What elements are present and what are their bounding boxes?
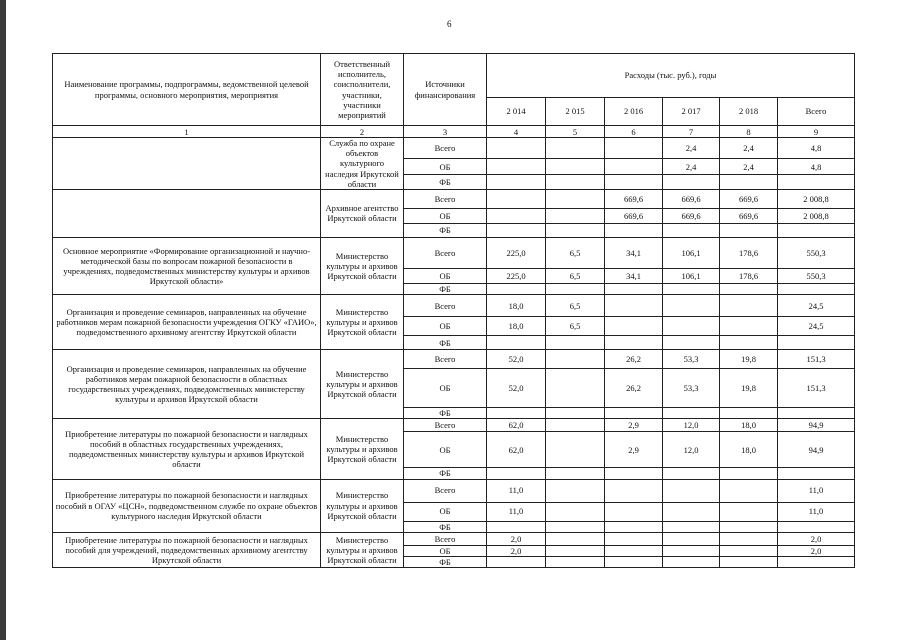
executor-cell: Архивное агентство Иркутской области xyxy=(321,189,404,237)
program-name-cell: Основное мероприятие «Формирование организационной и научно-методической базы по вопросам пожарной безопасности в учреждениях, подведомственных министерству культуры и архивов Иркутской области» xyxy=(53,237,321,294)
amount-cell xyxy=(720,175,778,190)
amount-cell xyxy=(546,159,605,175)
amount-cell: 18,0 xyxy=(720,432,778,468)
funding-source-cell: ОБ xyxy=(404,317,487,336)
funding-source-cell: ФБ xyxy=(404,408,487,419)
amount-cell: 669,6 xyxy=(720,208,778,223)
amount-cell xyxy=(605,138,663,159)
funding-source-cell: ОБ xyxy=(404,369,487,408)
amount-cell xyxy=(546,408,605,419)
amount-cell xyxy=(546,545,605,556)
amount-cell xyxy=(605,159,663,175)
amount-cell xyxy=(546,532,605,545)
funding-source-cell: Всего xyxy=(404,419,487,432)
amount-cell xyxy=(605,479,663,502)
amount-cell xyxy=(605,283,663,294)
header-year: 2 018 xyxy=(720,98,778,126)
amount-cell xyxy=(720,545,778,556)
amount-cell xyxy=(487,138,546,159)
amount-cell xyxy=(487,175,546,190)
funding-source-cell: ОБ xyxy=(404,159,487,175)
amount-cell: 550,3 xyxy=(778,268,855,283)
amount-cell: 2,0 xyxy=(778,532,855,545)
funding-source-cell: ФБ xyxy=(404,283,487,294)
amount-cell xyxy=(487,189,546,208)
table-row xyxy=(53,532,855,545)
amount-cell: 24,5 xyxy=(778,317,855,336)
amount-cell: 178,6 xyxy=(720,237,778,268)
amount-cell xyxy=(778,336,855,350)
header-column-number: 8 xyxy=(720,126,778,138)
funding-source-cell: ФБ xyxy=(404,521,487,532)
amount-cell xyxy=(778,283,855,294)
amount-cell xyxy=(605,468,663,479)
amount-cell: 4,8 xyxy=(778,159,855,175)
amount-cell xyxy=(720,502,778,521)
amount-cell xyxy=(663,408,720,419)
program-name-cell xyxy=(53,138,321,190)
amount-cell: 11,0 xyxy=(487,479,546,502)
amount-cell xyxy=(663,175,720,190)
amount-cell xyxy=(605,175,663,190)
amount-cell xyxy=(546,283,605,294)
amount-cell xyxy=(546,175,605,190)
funding-source-cell: Всего xyxy=(404,237,487,268)
amount-cell: 4,8 xyxy=(778,138,855,159)
program-name-cell: Приобретение литературы по пожарной безопасности и наглядных пособий в областных государственных учреждениях, подведомственных министерству культуры и архивов Иркутской области xyxy=(53,419,321,479)
program-name-cell: Приобретение литературы по пожарной безопасности и наглядных пособий для учреждений, подведомственных архивному агентству Иркутской области xyxy=(53,532,321,567)
funding-source-cell: ФБ xyxy=(404,336,487,350)
amount-cell xyxy=(546,521,605,532)
program-name-cell xyxy=(53,189,321,237)
amount-cell xyxy=(546,369,605,408)
amount-cell xyxy=(546,479,605,502)
table-row xyxy=(53,350,855,369)
funding-source-cell: Всего xyxy=(404,295,487,317)
amount-cell xyxy=(546,468,605,479)
amount-cell: 52,0 xyxy=(487,369,546,408)
header-year: 2 015 xyxy=(546,98,605,126)
funding-source-cell: Всего xyxy=(404,479,487,502)
header-year: Всего xyxy=(778,98,855,126)
funding-source-cell: ОБ xyxy=(404,502,487,521)
funding-source-cell: Всего xyxy=(404,350,487,369)
amount-cell: 53,3 xyxy=(663,350,720,369)
funding-source-cell: Всего xyxy=(404,189,487,208)
amount-cell: 669,6 xyxy=(605,189,663,208)
page-number: 6 xyxy=(447,19,452,29)
amount-cell: 669,6 xyxy=(663,189,720,208)
amount-cell xyxy=(720,223,778,237)
header-column-number: 3 xyxy=(404,126,487,138)
header-column-number: 1 xyxy=(53,126,321,138)
amount-cell: 2,4 xyxy=(663,138,720,159)
amount-cell: 6,5 xyxy=(546,317,605,336)
amount-cell: 18,0 xyxy=(487,317,546,336)
funding-source-cell: ФБ xyxy=(404,175,487,190)
amount-cell xyxy=(487,283,546,294)
amount-cell xyxy=(546,138,605,159)
executor-cell: Министерство культуры и архивов Иркутской области xyxy=(321,532,404,567)
amount-cell: 24,5 xyxy=(778,295,855,317)
amount-cell xyxy=(487,468,546,479)
amount-cell: 6,5 xyxy=(546,268,605,283)
funding-source-cell: ФБ xyxy=(404,223,487,237)
header-program-name: Наименование программы, подпрограммы, ведомственной целевой программы, основного мероприятия, мероприятия xyxy=(53,54,321,126)
funding-source-cell: Всего xyxy=(404,138,487,159)
amount-cell xyxy=(778,408,855,419)
amount-cell xyxy=(605,223,663,237)
amount-cell xyxy=(605,317,663,336)
amount-cell: 2 008,8 xyxy=(778,208,855,223)
amount-cell: 18,0 xyxy=(487,295,546,317)
amount-cell: 550,3 xyxy=(778,237,855,268)
amount-cell: 34,1 xyxy=(605,237,663,268)
amount-cell xyxy=(663,283,720,294)
amount-cell xyxy=(605,502,663,521)
amount-cell: 12,0 xyxy=(663,432,720,468)
amount-cell xyxy=(487,521,546,532)
executor-cell: Министерство культуры и архивов Иркутской области xyxy=(321,479,404,532)
amount-cell xyxy=(546,350,605,369)
amount-cell: 62,0 xyxy=(487,432,546,468)
amount-cell xyxy=(663,479,720,502)
amount-cell xyxy=(546,432,605,468)
amount-cell xyxy=(720,556,778,567)
funding-source-cell: ФБ xyxy=(404,468,487,479)
amount-cell: 2,0 xyxy=(487,532,546,545)
amount-cell: 2,4 xyxy=(663,159,720,175)
amount-cell: 2 008,8 xyxy=(778,189,855,208)
amount-cell: 2,0 xyxy=(778,545,855,556)
amount-cell xyxy=(487,408,546,419)
amount-cell xyxy=(546,336,605,350)
amount-cell: 106,1 xyxy=(663,268,720,283)
executor-cell: Министерство культуры и архивов Иркутской области xyxy=(321,295,404,350)
amount-cell xyxy=(778,175,855,190)
amount-cell xyxy=(605,336,663,350)
amount-cell xyxy=(720,479,778,502)
amount-cell: 12,0 xyxy=(663,419,720,432)
amount-cell xyxy=(546,223,605,237)
table-row xyxy=(53,189,855,208)
amount-cell: 2,9 xyxy=(605,419,663,432)
amount-cell xyxy=(605,408,663,419)
amount-cell: 11,0 xyxy=(778,479,855,502)
amount-cell xyxy=(663,317,720,336)
amount-cell: 52,0 xyxy=(487,350,546,369)
amount-cell xyxy=(605,556,663,567)
header-expenses: Расходы (тыс. руб.), годы xyxy=(487,54,855,98)
amount-cell xyxy=(605,521,663,532)
amount-cell: 53,3 xyxy=(663,369,720,408)
amount-cell xyxy=(663,223,720,237)
amount-cell: 11,0 xyxy=(778,502,855,521)
executor-cell: Министерство культуры и архивов Иркутской области xyxy=(321,237,404,294)
amount-cell xyxy=(546,419,605,432)
amount-cell: 6,5 xyxy=(546,295,605,317)
amount-cell xyxy=(720,295,778,317)
table-row xyxy=(53,479,855,502)
header-funding-source: Источники финансирования xyxy=(404,54,487,126)
amount-cell: 11,0 xyxy=(487,502,546,521)
amount-cell xyxy=(778,468,855,479)
amount-cell xyxy=(487,159,546,175)
amount-cell xyxy=(487,223,546,237)
funding-source-cell: ФБ xyxy=(404,556,487,567)
amount-cell xyxy=(546,189,605,208)
amount-cell xyxy=(778,521,855,532)
header-year: 2 014 xyxy=(487,98,546,126)
amount-cell: 669,6 xyxy=(663,208,720,223)
table-row xyxy=(53,295,855,317)
amount-cell: 106,1 xyxy=(663,237,720,268)
amount-cell xyxy=(605,532,663,545)
amount-cell: 669,6 xyxy=(605,208,663,223)
table-row xyxy=(53,138,855,159)
amount-cell xyxy=(605,295,663,317)
funding-source-cell: Всего xyxy=(404,532,487,545)
amount-cell: 6,5 xyxy=(546,237,605,268)
program-name-cell: Приобретение литературы по пожарной безопасности и наглядных пособий в ОГАУ «ЦСН», подведомственном службе по охране объектов культурного наследия Иркутской области xyxy=(53,479,321,532)
amount-cell xyxy=(663,468,720,479)
amount-cell: 19,8 xyxy=(720,350,778,369)
executor-cell: Служба по охране объектов культурного наследия Иркутской области xyxy=(321,138,404,190)
amount-cell xyxy=(720,336,778,350)
funding-source-cell: ОБ xyxy=(404,432,487,468)
header-column-number: 9 xyxy=(778,126,855,138)
amount-cell xyxy=(720,408,778,419)
header-column-number: 7 xyxy=(663,126,720,138)
amount-cell xyxy=(663,295,720,317)
amount-cell: 26,2 xyxy=(605,350,663,369)
executor-cell: Министерство культуры и архивов Иркутской области xyxy=(321,419,404,479)
amount-cell xyxy=(720,468,778,479)
amount-cell xyxy=(720,532,778,545)
amount-cell xyxy=(778,556,855,567)
expenses-table xyxy=(52,53,855,568)
program-name-cell: Организация и проведение семинаров, направленных на обучение работников мерам пожарной безопасности учреждения ОГКУ «ГАИО», подведомственного архивному агентству Иркутской области xyxy=(53,295,321,350)
amount-cell xyxy=(487,556,546,567)
amount-cell xyxy=(663,502,720,521)
amount-cell: 62,0 xyxy=(487,419,546,432)
table-row xyxy=(53,237,855,268)
amount-cell xyxy=(663,556,720,567)
amount-cell xyxy=(720,283,778,294)
amount-cell: 2,0 xyxy=(487,545,546,556)
scan-edge-shadow xyxy=(0,0,6,640)
program-name-cell: Организация и проведение семинаров, направленных на обучение работников мерам пожарной безопасности в областных государственных учреждениях, подведомственных министерству культуры и архивов Иркутской области xyxy=(53,350,321,419)
funding-source-cell: ОБ xyxy=(404,208,487,223)
amount-cell xyxy=(663,532,720,545)
amount-cell xyxy=(720,317,778,336)
amount-cell: 151,3 xyxy=(778,369,855,408)
amount-cell: 19,8 xyxy=(720,369,778,408)
header-column-number: 4 xyxy=(487,126,546,138)
amount-cell: 225,0 xyxy=(487,237,546,268)
amount-cell xyxy=(487,208,546,223)
table-row xyxy=(53,419,855,432)
header-year: 2 016 xyxy=(605,98,663,126)
amount-cell: 2,4 xyxy=(720,159,778,175)
amount-cell: 18,0 xyxy=(720,419,778,432)
amount-cell: 225,0 xyxy=(487,268,546,283)
header-year: 2 017 xyxy=(663,98,720,126)
header-column-numbers-row xyxy=(53,126,855,138)
amount-cell xyxy=(546,556,605,567)
amount-cell xyxy=(663,545,720,556)
amount-cell xyxy=(487,336,546,350)
amount-cell xyxy=(720,521,778,532)
amount-cell: 669,6 xyxy=(720,189,778,208)
amount-cell: 34,1 xyxy=(605,268,663,283)
amount-cell: 151,3 xyxy=(778,350,855,369)
executor-cell: Министерство культуры и архивов Иркутской области xyxy=(321,350,404,419)
header-executor: Ответственный исполнитель, соисполнители, участники, участники мероприятий xyxy=(321,54,404,126)
amount-cell: 26,2 xyxy=(605,369,663,408)
amount-cell xyxy=(546,208,605,223)
amount-cell: 2,4 xyxy=(720,138,778,159)
table-body xyxy=(53,138,855,568)
header-column-number: 2 xyxy=(321,126,404,138)
amount-cell xyxy=(546,502,605,521)
amount-cell xyxy=(663,521,720,532)
header-column-number: 6 xyxy=(605,126,663,138)
amount-cell xyxy=(778,223,855,237)
amount-cell: 2,9 xyxy=(605,432,663,468)
amount-cell xyxy=(663,336,720,350)
funding-source-cell: ОБ xyxy=(404,545,487,556)
header-column-number: 5 xyxy=(546,126,605,138)
amount-cell: 94,9 xyxy=(778,432,855,468)
amount-cell xyxy=(605,545,663,556)
amount-cell: 178,6 xyxy=(720,268,778,283)
funding-source-cell: ОБ xyxy=(404,268,487,283)
amount-cell: 94,9 xyxy=(778,419,855,432)
